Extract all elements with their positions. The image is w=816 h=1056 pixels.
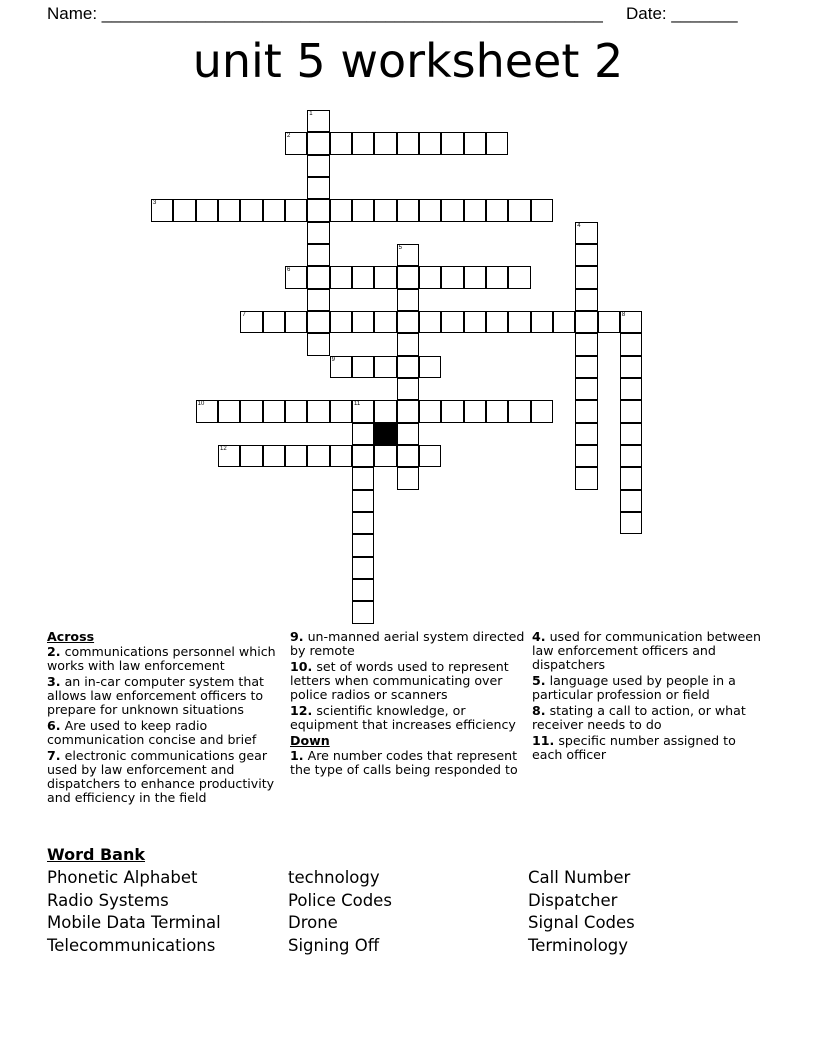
crossword-cell[interactable] <box>598 311 620 333</box>
clue-across-9: 9. un-manned aerial system directed by remote <box>290 629 525 658</box>
crossword-cell[interactable] <box>419 445 441 467</box>
clue-down-5: 5. language used by people in a particular profession or field <box>532 673 736 702</box>
word-bank-item: Terminology <box>528 935 629 955</box>
crossword-cell[interactable] <box>575 467 597 489</box>
name-label: Name: <box>47 4 102 23</box>
crossword-cell[interactable] <box>531 400 553 422</box>
cell-number: 4 <box>577 222 581 229</box>
clue-down-1: 1. Are number codes that represent the type of calls being responded to <box>290 748 518 777</box>
crossword-cell[interactable] <box>263 311 285 333</box>
crossword-cell[interactable] <box>575 423 597 445</box>
word-bank-item: Call Number <box>528 868 631 887</box>
clue-across-6: 6. Are used to keep radio communication concise and brief <box>47 718 257 747</box>
crossword-cell[interactable] <box>374 445 396 467</box>
cell-number: 10 <box>197 401 205 408</box>
down-heading: Down <box>290 733 330 748</box>
crossword-cell[interactable] <box>620 378 642 400</box>
crossword-cell[interactable] <box>196 199 218 221</box>
date-line[interactable]: _______ <box>671 4 738 23</box>
clues-column-2 <box>290 630 535 779</box>
crossword-cell[interactable] <box>330 400 352 422</box>
crossword-cell[interactable] <box>352 512 374 534</box>
cell-number: 5 <box>398 244 402 251</box>
black-cell <box>374 423 396 445</box>
crossword-cell[interactable] <box>575 289 597 311</box>
crossword-cell[interactable] <box>151 199 173 221</box>
crossword-cell[interactable] <box>352 467 374 489</box>
word-bank-column-3 <box>528 867 635 957</box>
cell-number: 8 <box>621 311 626 318</box>
crossword-cell[interactable] <box>575 378 597 400</box>
clues-column-3 <box>532 630 767 764</box>
crossword-cell[interactable] <box>330 356 352 378</box>
crossword-cell[interactable] <box>263 400 285 422</box>
crossword-cell[interactable] <box>330 199 352 221</box>
crossword-cell[interactable] <box>486 132 508 154</box>
crossword-cell[interactable] <box>307 244 329 266</box>
word-bank-column-2 <box>288 867 392 957</box>
crossword-cell[interactable] <box>397 132 419 154</box>
name-field[interactable] <box>47 4 603 24</box>
crossword-cell[interactable] <box>620 512 642 534</box>
crossword-cell[interactable] <box>575 266 597 288</box>
crossword-cell[interactable] <box>419 132 441 154</box>
cell-number: 11 <box>353 401 361 408</box>
crossword-cell[interactable] <box>441 132 463 154</box>
crossword-cell[interactable] <box>307 132 329 154</box>
word-bank-item: Radio Systems <box>47 890 169 910</box>
crossword-cell[interactable] <box>397 356 419 378</box>
crossword-cell[interactable] <box>397 333 419 355</box>
crossword-cell[interactable] <box>352 534 374 556</box>
crossword-cell[interactable] <box>307 155 329 177</box>
crossword-cell[interactable] <box>374 356 396 378</box>
crossword-cell[interactable] <box>218 400 240 422</box>
crossword-cell[interactable] <box>397 311 419 333</box>
crossword-cell[interactable] <box>397 423 419 445</box>
word-bank-item: Signing Off <box>288 935 380 955</box>
crossword-cell[interactable] <box>352 579 374 601</box>
crossword-cell[interactable] <box>307 199 329 221</box>
crossword-cell[interactable] <box>352 132 374 154</box>
crossword-cell[interactable] <box>486 400 508 422</box>
crossword-cell[interactable] <box>575 244 597 266</box>
crossword-cell[interactable] <box>486 199 508 221</box>
clue-down-4: 4. used for communication between law enforcement officers and dispatchers <box>532 629 762 672</box>
word-bank-column-1 <box>47 867 221 957</box>
clue-down-8: 8. stating a call to action, or what receiver needs to do <box>532 703 746 732</box>
word-bank-heading: Word Bank <box>47 845 146 864</box>
crossword-cell[interactable] <box>486 311 508 333</box>
crossword-cell[interactable] <box>397 244 419 266</box>
word-bank-item: Mobile Data Terminal <box>47 913 221 933</box>
crossword-cell[interactable] <box>397 467 419 489</box>
clue-across-10: 10. set of words used to represent letters when communicating over police radios or scanners <box>290 659 509 702</box>
crossword-cell[interactable] <box>285 311 307 333</box>
crossword-cell[interactable] <box>441 400 463 422</box>
crossword-cell[interactable] <box>374 199 396 221</box>
crossword-cell[interactable] <box>464 132 486 154</box>
crossword-cell[interactable] <box>620 333 642 355</box>
word-bank-item: Police Codes <box>288 890 392 910</box>
crossword-cell[interactable] <box>307 311 329 333</box>
crossword-cell[interactable] <box>464 400 486 422</box>
crossword-cell[interactable] <box>419 266 441 288</box>
crossword-cell[interactable] <box>330 266 352 288</box>
crossword-cell[interactable] <box>620 356 642 378</box>
crossword-cell[interactable] <box>374 311 396 333</box>
crossword-cell[interactable] <box>486 266 508 288</box>
cell-number: 1 <box>309 111 313 117</box>
crossword-cell[interactable] <box>307 445 329 467</box>
date-label: Date: <box>626 4 672 23</box>
crossword-cell[interactable] <box>620 423 642 445</box>
crossword-cell[interactable] <box>531 199 553 221</box>
crossword-cell[interactable] <box>352 199 374 221</box>
crossword-cell[interactable] <box>441 311 463 333</box>
crossword-cell[interactable] <box>441 266 463 288</box>
crossword-cell[interactable] <box>620 490 642 512</box>
crossword-cell[interactable] <box>620 467 642 489</box>
crossword-cell[interactable] <box>531 311 553 333</box>
crossword-cell[interactable] <box>508 311 530 333</box>
word-bank-item: Phonetic Alphabet <box>47 868 198 887</box>
crossword-cell[interactable] <box>218 445 240 467</box>
crossword-cell[interactable] <box>352 490 374 512</box>
crossword-cell[interactable] <box>575 400 597 422</box>
crossword-cell[interactable] <box>240 311 262 333</box>
crossword-cell[interactable] <box>575 445 597 467</box>
crossword-cell[interactable] <box>441 199 463 221</box>
word-bank-item: Dispatcher <box>528 890 618 910</box>
clues-column-1 <box>47 630 292 807</box>
cell-number: 6 <box>286 267 291 274</box>
clue-across-7: 7. electronic communications gear used by law enforcement and dispatchers to enhance productivity and efficiency in the field <box>47 748 275 805</box>
crossword-cell[interactable] <box>173 199 195 221</box>
cell-number: 3 <box>153 200 157 207</box>
name-line[interactable]: _____________________________________________________ <box>101 4 603 23</box>
crossword-cell[interactable] <box>307 177 329 199</box>
crossword-cell[interactable] <box>352 266 374 288</box>
crossword-cell[interactable] <box>307 289 329 311</box>
crossword-cell[interactable] <box>419 356 441 378</box>
crossword-cell[interactable] <box>330 311 352 333</box>
clue-down-11: 11. specific number assigned to each officer <box>532 733 736 762</box>
word-bank-item: Telecommunications <box>47 935 216 955</box>
crossword-cell[interactable] <box>575 356 597 378</box>
crossword-cell[interactable] <box>575 222 597 244</box>
crossword-cell[interactable] <box>307 266 329 288</box>
crossword-cell[interactable] <box>419 311 441 333</box>
crossword-cell[interactable] <box>330 132 352 154</box>
word-bank-item: technology <box>288 868 380 887</box>
crossword-cell[interactable] <box>508 266 530 288</box>
crossword-cell[interactable] <box>397 266 419 288</box>
crossword-cell[interactable] <box>307 333 329 355</box>
crossword-cell[interactable] <box>553 311 575 333</box>
crossword-cell[interactable] <box>285 266 307 288</box>
crossword-cell[interactable] <box>397 445 419 467</box>
crossword-cell[interactable] <box>397 378 419 400</box>
clue-across-3: 3. an in-car computer system that allows law enforcement officers to prepare for unknown situations <box>47 674 264 717</box>
crossword-cell[interactable] <box>330 445 352 467</box>
crossword-cell[interactable] <box>374 400 396 422</box>
crossword-cell[interactable] <box>307 222 329 244</box>
crossword-cell[interactable] <box>263 199 285 221</box>
crossword-cell[interactable] <box>196 400 218 422</box>
crossword-cell[interactable] <box>240 445 262 467</box>
cell-number: 9 <box>331 356 335 363</box>
crossword-cell[interactable] <box>397 289 419 311</box>
crossword-cell[interactable] <box>352 601 374 623</box>
crossword-cell[interactable] <box>285 445 307 467</box>
crossword-cell[interactable] <box>620 400 642 422</box>
crossword-cell[interactable] <box>307 110 329 132</box>
crossword-cell[interactable] <box>464 311 486 333</box>
crossword-cell[interactable] <box>620 445 642 467</box>
crossword-cell[interactable] <box>620 311 642 333</box>
word-bank-item: Drone <box>288 913 338 933</box>
crossword-cell[interactable] <box>263 445 285 467</box>
page-title: unit 5 worksheet 2 <box>192 34 624 88</box>
crossword-cell[interactable] <box>374 132 396 154</box>
crossword-cell[interactable] <box>240 400 262 422</box>
crossword-cell[interactable] <box>285 400 307 422</box>
clue-across-12: 12. scientific knowledge, or equipment that increases efficiency <box>290 703 516 732</box>
cell-number: 7 <box>242 311 246 318</box>
crossword-cell[interactable] <box>575 311 597 333</box>
crossword-cell[interactable] <box>508 199 530 221</box>
crossword-cell[interactable] <box>285 199 307 221</box>
crossword-cell[interactable] <box>352 356 374 378</box>
cell-number: 12 <box>219 445 227 452</box>
crossword-cell[interactable] <box>240 199 262 221</box>
crossword-cell[interactable] <box>397 199 419 221</box>
crossword-cell[interactable] <box>352 557 374 579</box>
crossword-cell[interactable] <box>218 199 240 221</box>
crossword-cell[interactable] <box>464 199 486 221</box>
crossword-cell[interactable] <box>285 132 307 154</box>
crossword-cell[interactable] <box>352 423 374 445</box>
cell-number: 2 <box>286 133 291 140</box>
across-heading: Across <box>47 629 95 644</box>
crossword-cell[interactable] <box>307 400 329 422</box>
word-bank-item: Signal Codes <box>528 913 635 933</box>
crossword-cell[interactable] <box>352 445 374 467</box>
crossword-cell[interactable] <box>575 333 597 355</box>
crossword-cell[interactable] <box>397 400 419 422</box>
crossword-cell[interactable] <box>352 311 374 333</box>
crossword-cell[interactable] <box>419 199 441 221</box>
clue-across-2: 2. communications personnel which works with law enforcement <box>47 644 276 673</box>
crossword-cell[interactable] <box>419 400 441 422</box>
date-field[interactable] <box>626 4 738 24</box>
crossword-cell[interactable] <box>508 400 530 422</box>
crossword-cell[interactable] <box>464 266 486 288</box>
crossword-cell[interactable] <box>374 266 396 288</box>
crossword-cell[interactable] <box>352 400 374 422</box>
